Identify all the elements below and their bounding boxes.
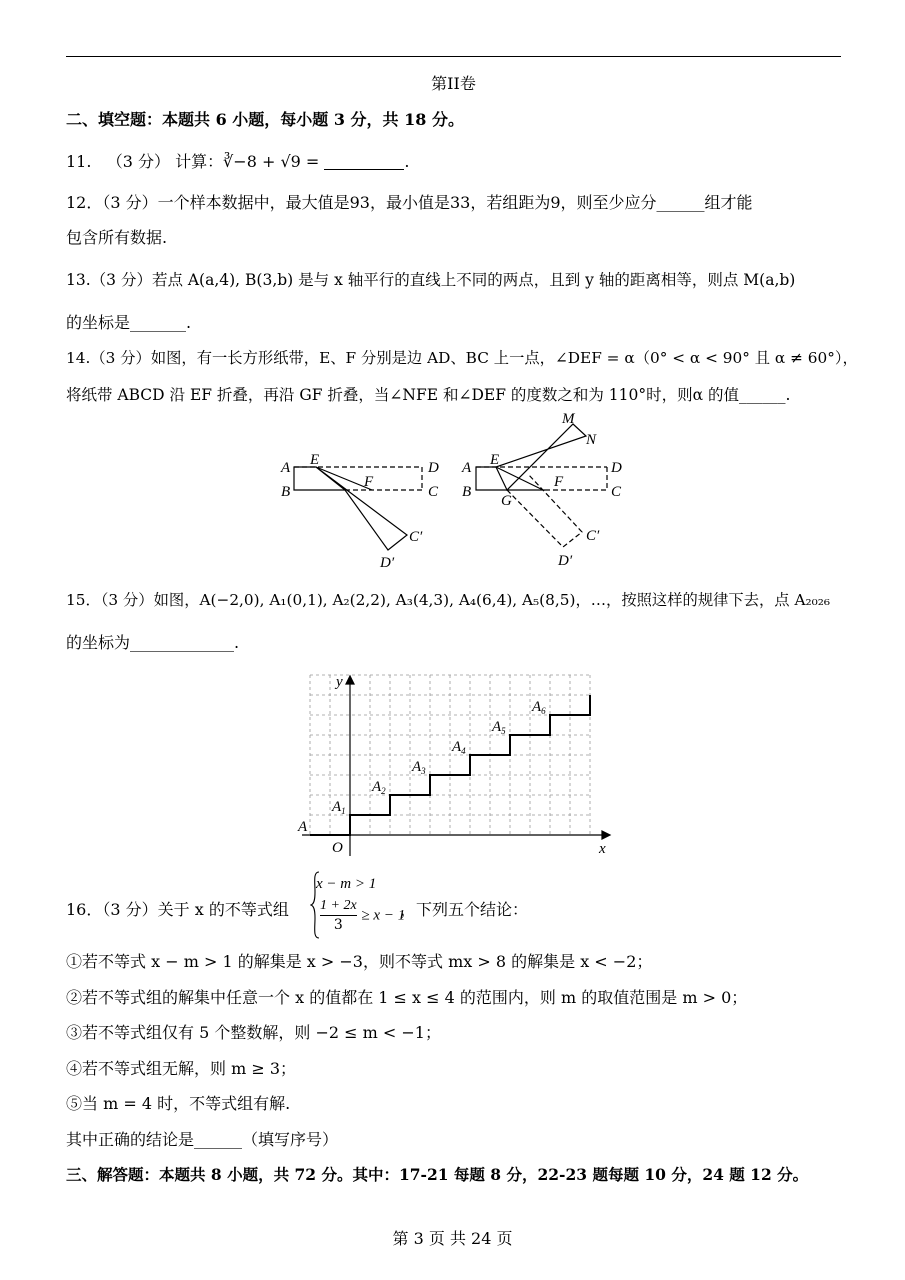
right-label-d-prime: D′ [558, 553, 573, 569]
q11-number: 11. [66, 152, 92, 171]
right-label-e: E [490, 452, 500, 468]
origin-label: O [332, 840, 343, 856]
question-15-line-1: 15．（3 分）如图，A(−2,0), A₁(0,1), A₂(2,2), A₃(4,3), A₄(6,4), A₅(8,5)，…，按照这样的规律下去，点 A₂₀₂₆ [66, 591, 831, 609]
right-label-c: C [611, 484, 622, 500]
question-13-line-1: 13.（3 分）若点 A(a,4), B(3,b) 是与 x 轴平行的直线上不同的两点，且到 y 轴的距离相等，则点 M(a,b) [66, 271, 796, 289]
inequality-1 [316, 874, 376, 893]
q14-figure [270, 404, 650, 576]
header-rule [66, 56, 841, 57]
q11-text: 计算：∛−8 + √9 = [175, 152, 320, 171]
right-second-fold-flap [496, 424, 586, 490]
section-3-title: 三、解答题：本题共 8 小题，共 72 分。其中：17-21 每题 8 分，22-23 题每题 10 分，24 题 12 分。 [66, 1165, 809, 1184]
y-axis-label: y [336, 674, 343, 690]
question-14-line-2: 将纸带 ABCD 沿 EF 折叠，再沿 GF 折叠，当∠NFE 和∠DEF 的度数之和为 110°时，则α 的值______. [66, 386, 791, 404]
right-label-a: A [462, 460, 472, 476]
left-label-f: F [364, 474, 374, 490]
inequality-1-text: x − m > 1 [316, 876, 377, 892]
left-folded-flap [316, 467, 407, 550]
question-14-line-1: 14.（3 分）如图，有一长方形纸带，E、F 分别是边 AD、BC 上一点，∠DEF = α（0° < α < 90° 且 α ≠ 60°）， [66, 349, 858, 367]
point-a6-label: $A_6$ [532, 699, 546, 716]
conclusion-3: ③若不等式组仅有 5 个整数解，则 −2 ≤ m < −1； [66, 1023, 441, 1042]
volume-title: 第II卷 [431, 74, 476, 93]
right-label-n: N [586, 432, 597, 448]
conclusion-4: ④若不等式组无解，则 m ≥ 3； [66, 1059, 297, 1078]
page-footer: 第 3 页 共 24 页 [392, 1229, 513, 1248]
q15-grid [310, 675, 590, 835]
right-label-f: F [554, 474, 564, 490]
x-axis-label: x [599, 841, 606, 857]
fraction-numerator: 1 + 2x [320, 897, 357, 916]
left-label-d-prime: D′ [380, 555, 395, 571]
inequality-2 [320, 897, 405, 934]
fraction-denominator: 3 [333, 917, 343, 933]
q11-score: （3 分） [106, 152, 170, 171]
conclusion-2: ②若不等式组的解集中任意一个 x 的值都在 1 ≤ x ≤ 4 的范围内，则 m 的取值范围是 m > 0； [66, 988, 748, 1007]
question-13-line-2: 的坐标是_______. [66, 313, 192, 332]
y-axis-arrow [346, 676, 354, 684]
section-2-title: 二、填空题：本题共 6 小题，每小题 3 分，共 18 分。 [66, 110, 464, 129]
question-12-line-1: 12．（3 分）一个样本数据中，最大值是93，最小值是33，若组距为9，则至少应分______组才能 [66, 193, 753, 212]
right-label-g: G [501, 493, 512, 509]
right-unfolded-flap-dashed [507, 474, 582, 547]
question-16-tail: ，下列五个结论： [400, 900, 529, 919]
point-a4-label: $A_4$ [452, 739, 466, 756]
x-axis-arrow [602, 831, 610, 839]
left-label-e: E [310, 452, 320, 468]
left-label-d: D [428, 460, 439, 476]
left-label-a: A [281, 460, 291, 476]
right-label-d: D [611, 460, 622, 476]
point-a3-label: $A_3$ [412, 759, 426, 776]
fraction [320, 897, 357, 934]
point-a5-label: $A_5$ [492, 719, 506, 736]
conclusion-1: ①若不等式 x − m > 1 的解集是 x > −3，则不等式 mx > 8 的解集是 x < −2； [66, 952, 653, 971]
conclusion-5: ⑤当 m = 4 时，不等式组有解. [66, 1094, 291, 1113]
answer-prompt: 其中正确的结论是______（填写序号） [66, 1130, 339, 1149]
right-label-c-prime: C′ [586, 528, 600, 544]
point-a2-label: $A_2$ [372, 779, 386, 796]
question-16-intro: 16．（3 分）关于 x 的不等式组 [66, 900, 289, 919]
right-label-m: M [562, 411, 575, 427]
point-a-label: A [298, 819, 308, 835]
right-label-b: B [462, 484, 472, 500]
q11-answer-blank[interactable] [324, 153, 404, 170]
question-11: 11. （3 分） 计算：∛−8 + √9 = . [66, 152, 410, 171]
right-fold-line-ef [496, 467, 543, 490]
left-label-c-prime: C′ [409, 529, 423, 545]
left-label-b: B [281, 484, 291, 500]
point-a1-label: $A_1$ [332, 799, 346, 816]
inequality-2-text: ≥ x − 1 [361, 907, 406, 924]
question-12-line-2: 包含所有数据. [66, 228, 168, 247]
question-15-line-2: 的坐标为_____________. [66, 633, 240, 652]
left-label-c: C [428, 484, 439, 500]
q15-staircase-figure [292, 668, 622, 862]
